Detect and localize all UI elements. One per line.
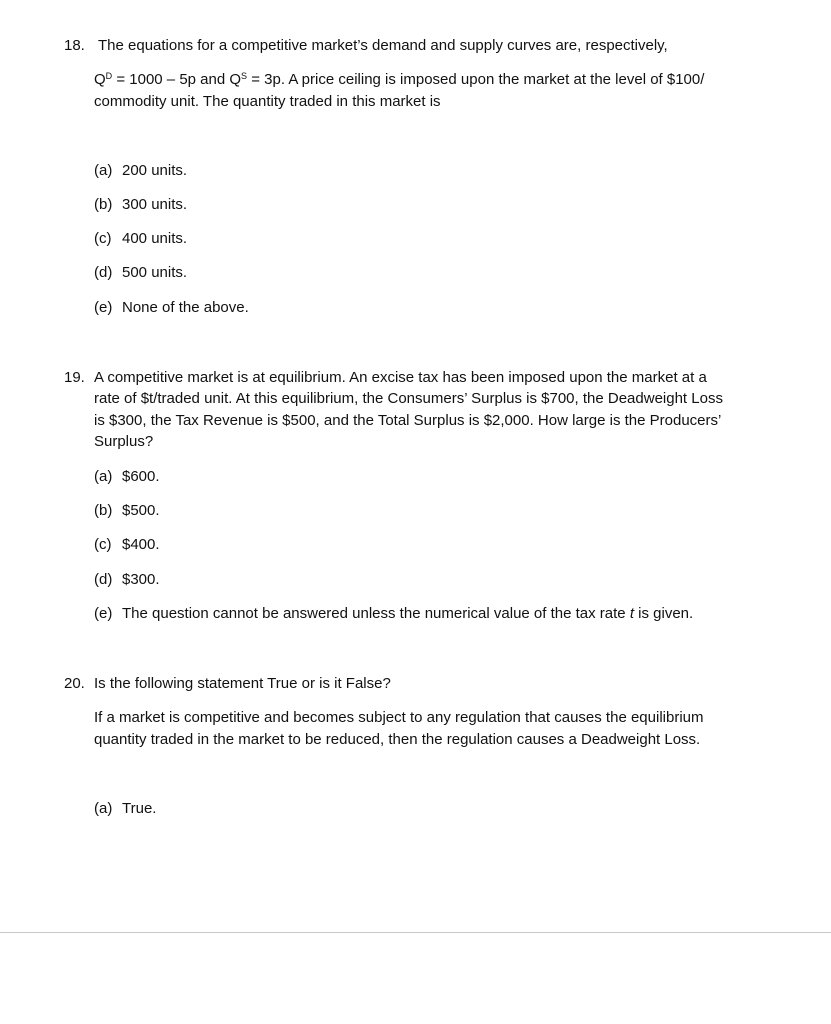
q18-option-e: [94, 298, 249, 318]
question-19-line-4: Surplus?: [94, 433, 154, 450]
option-letter: (a): [94, 468, 113, 485]
tax-rate-variable: t: [629, 605, 634, 622]
q19-option-b: [94, 501, 160, 521]
question-20-line-3: quantity traded in the market to be reduced, then the regulation causes a Deadweight Loss.: [94, 731, 701, 748]
option-letter: (d): [94, 264, 113, 281]
option-letter: (c): [94, 536, 112, 553]
question-20-line-2: If a market is competitive and becomes subject to any regulation that causes the equilibrium: [94, 709, 704, 726]
q19-option-d: [94, 570, 160, 590]
option-text: The question cannot be answered unless the numerical value of the tax rate: [122, 605, 630, 622]
option-letter: (a): [94, 800, 113, 817]
option-text: $300.: [122, 571, 160, 588]
eq-middle: = 1000 – 5p and Q: [112, 71, 242, 88]
option-letter: (e): [94, 299, 113, 316]
q18-option-c: [94, 229, 187, 249]
q18-option-b: [94, 195, 187, 215]
option-text-end: is given.: [633, 605, 694, 622]
question-18-equation-line: [94, 70, 704, 90]
question-18-line-3: commodity unit. The quantity traded in this market is: [94, 93, 441, 110]
option-text: 300 units.: [122, 196, 188, 213]
option-text: 200 units.: [122, 162, 188, 179]
q19-option-e: [94, 604, 693, 624]
q19-option-c: [94, 535, 160, 555]
question-18-line-1: The equations for a competitive market’s demand and supply curves are, respectively,: [98, 37, 668, 54]
q20-option-a: [94, 799, 156, 819]
question-20-number: 20.: [64, 675, 85, 692]
q18-option-a: [94, 161, 187, 181]
question-19-number: 19.: [64, 369, 85, 386]
question-20-line-1: Is the following statement True or is it False?: [94, 675, 391, 692]
blank-area: [0, 933, 831, 1024]
option-letter: (a): [94, 162, 113, 179]
question-18-number: 18.: [64, 37, 85, 54]
eq-rest: = 3p. A price ceiling is imposed upon the market at the level of $100/: [247, 71, 705, 88]
question-19-line-2: rate of $t/traded unit. At this equilibrium, the Consumers’ Surplus is $700, the Deadweight Loss: [94, 390, 723, 407]
question-19-line-1: A competitive market is at equilibrium. An excise tax has been imposed upon the market at a: [94, 369, 707, 386]
option-text: 400 units.: [122, 230, 188, 247]
option-letter: (b): [94, 196, 113, 213]
option-letter: (b): [94, 502, 113, 519]
q18-option-d: [94, 263, 187, 283]
option-letter: (e): [94, 605, 113, 622]
option-text: $400.: [122, 536, 160, 553]
option-text: $500.: [122, 502, 160, 519]
option-text: True.: [122, 800, 157, 817]
option-text: None of the above.: [122, 299, 249, 316]
q19-option-a: [94, 467, 160, 487]
question-19-line-3: is $300, the Tax Revenue is $500, and the Total Surplus is $2,000. How large is the Producers’: [94, 412, 722, 429]
option-text: $600.: [122, 468, 160, 485]
eq-sup-s: S: [241, 71, 248, 81]
eq-sup-d: D: [105, 71, 113, 81]
option-letter: (d): [94, 571, 113, 588]
option-text: 500 units.: [122, 264, 188, 281]
eq-q-demand: Q: [94, 71, 106, 88]
option-letter: (c): [94, 230, 112, 247]
